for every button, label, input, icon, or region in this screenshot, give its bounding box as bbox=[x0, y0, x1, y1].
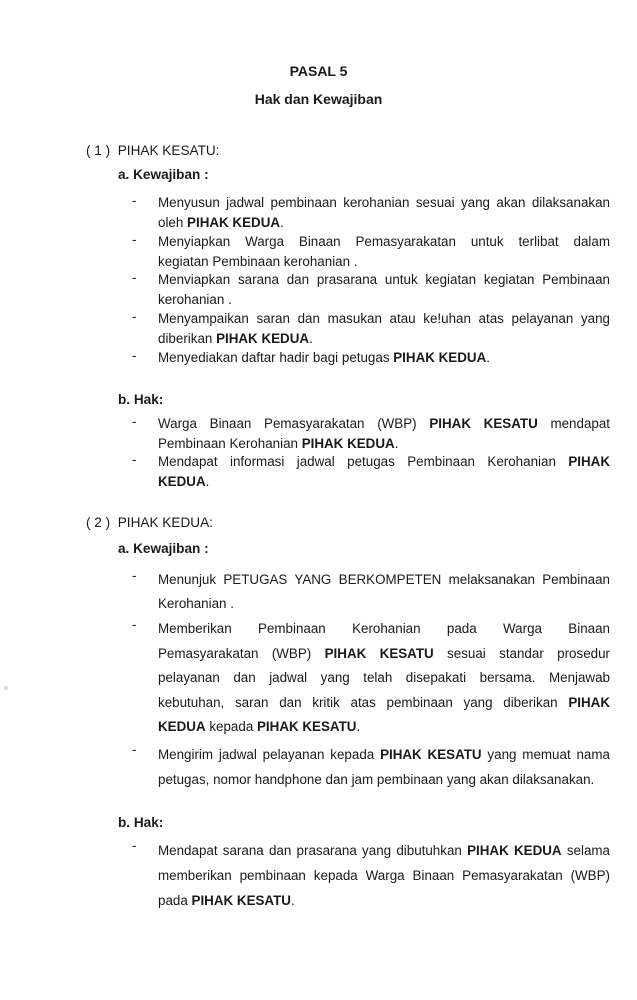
section-1-heading bbox=[86, 143, 219, 158]
section-1-kewajiban-label: a. Kewajiban : bbox=[118, 167, 209, 182]
section-2-heading bbox=[86, 515, 213, 530]
list-item: Menunjuk PETUGAS YANG BERKOMPETEN melaksanakan Pembinaan Kerohanian . bbox=[158, 572, 610, 611]
bullet-dash: - bbox=[132, 414, 137, 429]
section-1-title: PIHAK KESATU: bbox=[117, 143, 220, 158]
section-2-number: ( 2 ) bbox=[86, 515, 111, 530]
bullet-dash: - bbox=[132, 742, 137, 757]
section-1-hak-label: b. Hak: bbox=[118, 392, 164, 407]
list-item: Menyampaikan saran dan masukan atau ke!uhan atas pelayanan yang diberikan PIHAK KEDUA. bbox=[158, 311, 610, 346]
article-subtitle: Hak dan Kewajiban bbox=[254, 91, 383, 107]
list-item: Mendapat sarana dan prasarana yang dibutuhkan PIHAK KEDUA selama memberikan pembinaan kepada Warga Binaan Pemasyarakatan (WBP) pada PIHAK KESATU. bbox=[158, 843, 611, 908]
bullet-dash: - bbox=[132, 193, 137, 208]
bullet-dash: - bbox=[132, 568, 137, 583]
bullet-dash: - bbox=[132, 270, 137, 285]
scan-speck bbox=[4, 686, 8, 690]
section-2-title: PIHAK KEDUA: bbox=[117, 515, 213, 530]
list-item: Memberikan Pembinaan Kerohanian pada Warga Binaan Pemasyarakatan (WBP) PIHAK KESATU sesuai standar prosedur pelayanan dan jadwal yang telah disepakati bersama. Menjawab kebutuhan, saran dan kritik atas pembinaan yang diberikan PIHAK KEDUA kepada PIHAK KESATU. bbox=[158, 621, 610, 734]
section-1-number: ( 1 ) bbox=[86, 143, 111, 158]
bullet-dash: - bbox=[132, 617, 137, 632]
list-item: Mengirim jadwal pelayanan kepada PIHAK KESATU yang memuat nama petugas, nomor handphone dan jam pembinaan yang akan dilaksanakan. bbox=[158, 747, 610, 787]
article-title: PASAL 5 bbox=[289, 63, 348, 79]
list-item: Menyediakan daftar hadir bagi petugas PIHAK KEDUA. bbox=[158, 350, 490, 365]
section-2-kewajiban-label: a. Kewajiban : bbox=[118, 541, 209, 556]
bullet-dash: - bbox=[132, 348, 137, 363]
bullet-dash: - bbox=[132, 452, 137, 467]
list-item: Menyusun jadwal pembinaan kerohanian sesuai yang akan dilaksanakan oleh PIHAK KEDUA. bbox=[158, 195, 610, 230]
section-2-hak-label: b. Hak: bbox=[118, 815, 164, 830]
bullet-dash: - bbox=[132, 838, 137, 853]
list-item: Mendapat informasi jadwal petugas Pembinaan Kerohanian PIHAK KEDUA. bbox=[158, 454, 610, 489]
bullet-dash: - bbox=[132, 309, 137, 324]
bullet-dash: - bbox=[132, 232, 137, 247]
list-item: Menviapkan sarana dan prasarana untuk kegiatan kegiatan Pembinaan kerohanian . bbox=[158, 272, 610, 307]
list-item: Warga Binaan Pemasyarakatan (WBP) PIHAK KESATU mendapat Pembinaan Kerohanian PIHAK KEDUA. bbox=[158, 416, 611, 451]
list-item: Menyiapkan Warga Binaan Pemasyarakatan untuk terlibat dalam kegiatan Pembinaan kerohanian . bbox=[158, 234, 610, 269]
